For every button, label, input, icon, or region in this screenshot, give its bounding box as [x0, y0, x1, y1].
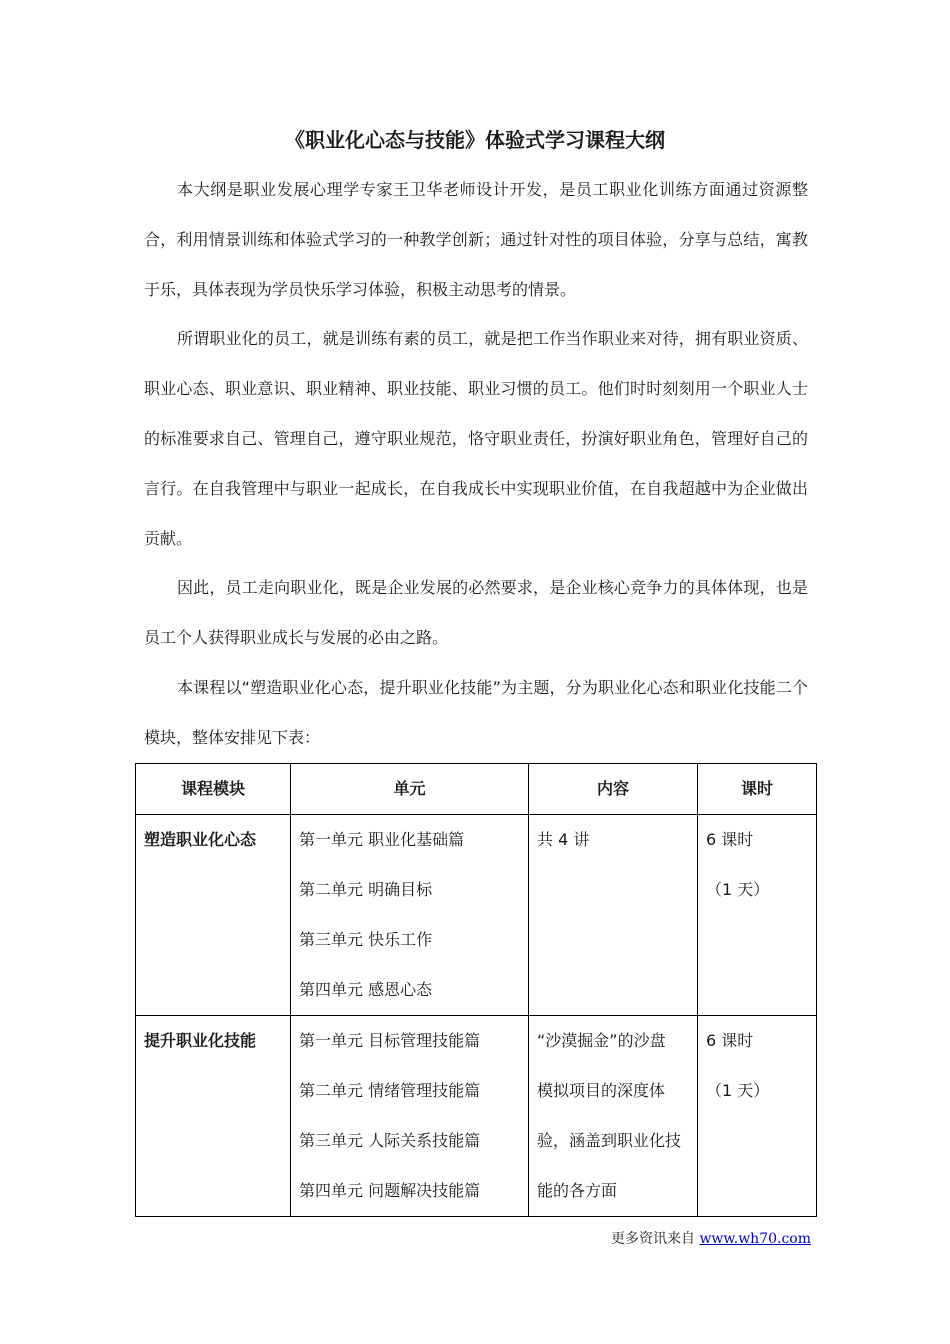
footer-link[interactable]: www.wh70.com [699, 1231, 812, 1247]
paragraph-course-theme: 本课程以“塑造职业化心态，提升职业化技能”为主题，分为职业化心态和职业化技能二个模块，整体安排见下表： [144, 678, 808, 747]
footer-source [611, 1228, 811, 1248]
unit-item: 第三单元 快乐工作 [299, 930, 433, 949]
hours-line: （1 天） [706, 1081, 770, 1100]
unit-item: 第四单元 问题解决技能篇 [299, 1181, 481, 1200]
paragraph-definition: 所谓职业化的员工，就是训练有素的员工，就是把工作当作职业来对待，拥有职业资质、职业心态、职业意识、职业精神、职业技能、职业习惯的员工。他们时时刻刻用一个职业人士的标准要求自己、管理自己，遵守职业规范，恪守职业责任，扮演好职业角色，管理好自己的言行。在自我管理中与职业一起成长，在自我成长中实现职业价值，在自我超越中为企业做出贡献。 [144, 329, 808, 548]
hours-cell [698, 815, 817, 1016]
unit-item: 第四单元 感恩心态 [299, 980, 433, 999]
paragraph-intro: 本大纲是职业发展心理学专家王卫华老师设计开发，是员工职业化训练方面通过资源整合，利用情景训练和体验式学习的一种教学创新；通过针对性的项目体验，分享与总结，寓教于乐，具体表现为学员快乐学习体验，积极主动思考的情景。 [144, 180, 808, 299]
table-row [136, 815, 817, 1016]
units-cell [291, 1016, 529, 1217]
content-line: “沙漠掘金”的沙盘 [537, 1031, 666, 1050]
content-cell [529, 1016, 698, 1217]
paragraph-conclusion: 因此，员工走向职业化，既是企业发展的必然要求，是企业核心竞争力的具体体现，也是员工个人获得职业成长与发展的必由之路。 [144, 578, 808, 647]
module-cell [136, 815, 291, 1016]
table-row [136, 1016, 817, 1217]
unit-item: 第一单元 职业化基础篇 [299, 830, 465, 849]
module-name: 提升职业化技能 [144, 1031, 257, 1050]
content-line: 验，涵盖到职业化技 [537, 1131, 682, 1150]
content-line: 能的各方面 [537, 1181, 618, 1200]
header-content: 内容 [529, 764, 698, 815]
unit-item: 第一单元 目标管理技能篇 [299, 1031, 481, 1050]
content-line: 模拟项目的深度体 [537, 1081, 666, 1100]
hours-cell [698, 1016, 817, 1217]
unit-item: 第三单元 人际关系技能篇 [299, 1131, 481, 1150]
table-header-row [136, 764, 817, 815]
content-cell [529, 815, 698, 1016]
unit-item: 第二单元 明确目标 [299, 880, 433, 899]
document-title: 《职业化心态与技能》体验式学习课程大纲 [285, 128, 665, 152]
units-cell [291, 815, 529, 1016]
header-hours: 课时 [698, 764, 817, 815]
header-unit: 单元 [291, 764, 529, 815]
content-line: 共 4 讲 [537, 830, 590, 849]
hours-line: （1 天） [706, 880, 770, 899]
unit-item: 第二单元 情绪管理技能篇 [299, 1081, 481, 1100]
hours-line: 6 课时 [706, 1031, 754, 1050]
hours-line: 6 课时 [706, 830, 754, 849]
module-name: 塑造职业化心态 [144, 830, 257, 849]
module-cell [136, 1016, 291, 1217]
course-outline-table [135, 763, 817, 1217]
header-module: 课程模块 [136, 764, 291, 815]
footer-text: 更多资讯来自 [611, 1231, 700, 1247]
